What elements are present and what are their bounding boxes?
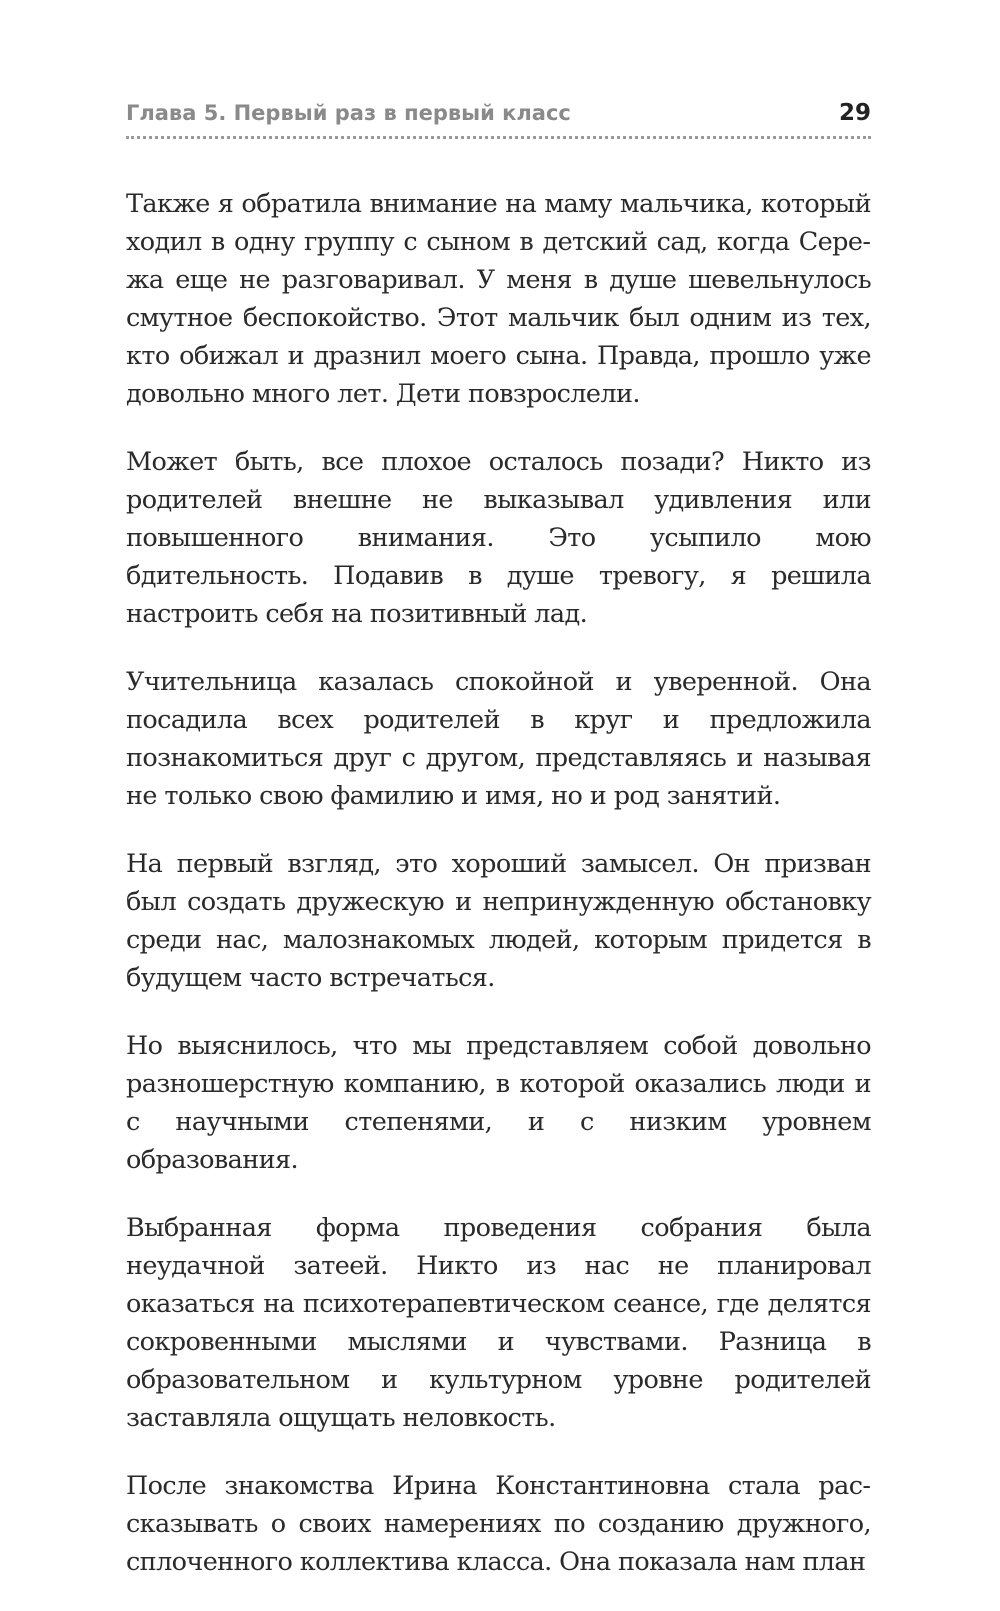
paragraph: Выбранная форма проведения собрания была неудачной затеей. Никто из нас не планировал оказаться на психотерапевтическом сеансе, где делятся сокровенными мыслями и чувствами. Разница в образовательном и культурном уровне родителей заставляла ощущать неловкость. — [126, 1213, 871, 1433]
paragraph: Но выяснилось, что мы представляем собой довольно разношерстную компанию, в которой оказались люди и с научными степенями, и с низким уровнем образования. — [126, 1031, 871, 1175]
body-text — [126, 185, 871, 1581]
book-page — [126, 100, 871, 1611]
paragraph: После знакомства Ирина Константиновна стала рассказывать о своих намерениях по созданию дружного, сплоченного коллектива класса. Она показала нам план — [126, 1471, 871, 1577]
chapter-title: Глава 5. Первый раз в первый класс — [126, 101, 571, 125]
paragraph: На первый взгляд, это хороший замысел. Он призван был создать дружескую и непринужденную обстановку среди нас, малознакомых людей, которым придется в будущем часто встречаться. — [126, 849, 871, 993]
paragraph: Учительница казалась спокойной и уверенной. Она посадила всех родителей в круг и предложила познакомиться друг с другом, представляясь и называя не только свою фамилию и имя, но и род занятий. — [126, 667, 871, 811]
page-number: 29 — [838, 100, 871, 126]
paragraph: Может быть, все плохое осталось позади? Никто из родителей внешне не выказывал удивления или повышенного внимания. Это усыпило мою бдительность. Подавив в душе тревогу, я решила настроить себя на позитивный лад. — [126, 447, 871, 629]
running-header — [126, 100, 871, 139]
paragraph: Также я обратила внимание на маму мальчика, который ходил в одну группу с сыном в детский сад, когда Сережа еще не разговаривал. У меня в душе шевельнулось смутное беспокойство. Этот мальчик был одним из тех, кто обижал и дразнил моего сына. Правда, прошло уже довольно много лет. Дети повзрослели. — [126, 189, 871, 409]
